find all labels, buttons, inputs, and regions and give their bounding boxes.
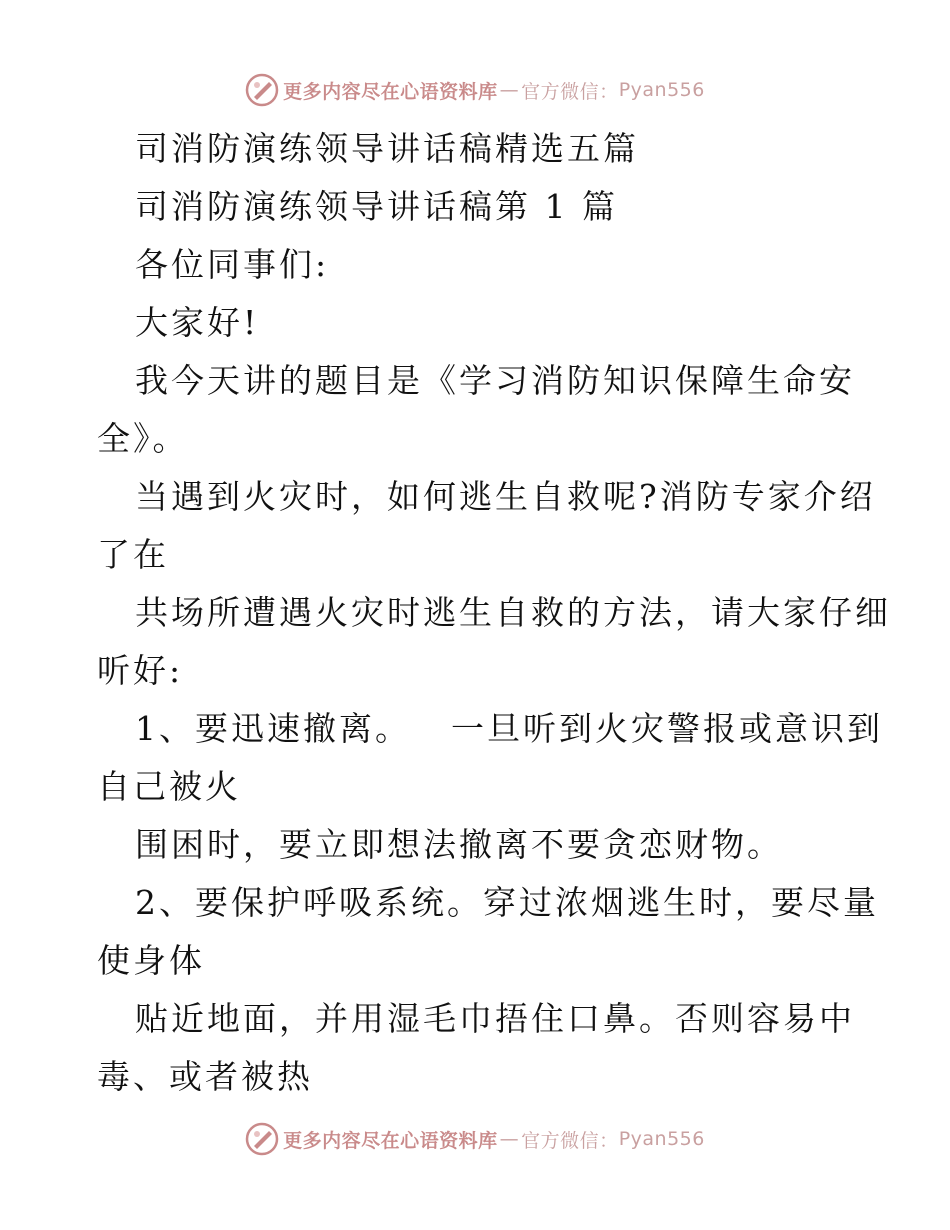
list-item-heading: 1、要迅速撤离。 bbox=[135, 709, 411, 748]
salutation: 各位同事们: bbox=[135, 245, 330, 284]
paragraph-line: 我今天讲的题目是《学习消防知识保障生命安 bbox=[135, 361, 855, 400]
paragraph-line: 了在 bbox=[97, 535, 169, 574]
paragraph-line: 使身体 bbox=[97, 941, 205, 980]
paragraph-line: 自己被火 bbox=[97, 767, 241, 806]
paragraph-line: 共场所遭遇火灾时逃生自救的方法，请大家仔细 bbox=[135, 593, 891, 632]
brand-logo-icon bbox=[245, 73, 279, 107]
document-body bbox=[97, 120, 897, 1106]
watermark-sub-text: 官方微信： bbox=[521, 80, 619, 103]
list-item-text: 一旦听到火灾警报或意识到 bbox=[451, 709, 883, 748]
watermark-account: Pyan556 bbox=[618, 79, 705, 101]
document-title: 司消防演练领导讲话稿精选五篇 bbox=[135, 129, 639, 168]
watermark-dash: — bbox=[499, 1128, 520, 1150]
watermark-account: Pyan556 bbox=[618, 1128, 705, 1150]
watermark-main-text: 更多内容尽在心语资料库 bbox=[283, 1129, 498, 1152]
paragraph-line: 当遇到火灾时，如何逃生自救呢?消防专家介绍 bbox=[135, 477, 876, 516]
watermark-main-text: 更多内容尽在心语资料库 bbox=[283, 80, 498, 103]
section-heading: 司消防演练领导讲话稿第 1 篇 bbox=[135, 187, 618, 226]
paragraph-line: 听好: bbox=[97, 651, 184, 690]
paragraph-line: 2、要保护呼吸系统。穿过浓烟逃生时，要尽量 bbox=[135, 883, 879, 922]
watermark-header bbox=[0, 73, 950, 107]
paragraph-line: 全》。 bbox=[97, 419, 189, 458]
watermark-footer bbox=[0, 1122, 950, 1156]
paragraph-line: 贴近地面，并用湿毛巾捂住口鼻。否则容易中 bbox=[135, 999, 855, 1038]
watermark-dash: — bbox=[499, 79, 520, 101]
watermark-sub-text: 官方微信： bbox=[521, 1129, 619, 1152]
paragraph-line: 围困时，要立即想法撤离不要贪恋财物。 bbox=[135, 825, 783, 864]
paragraph-line: 毒、或者被热 bbox=[97, 1057, 313, 1096]
paragraph-line bbox=[97, 700, 897, 758]
brand-logo-icon bbox=[245, 1122, 279, 1156]
greeting: 大家好! bbox=[135, 303, 260, 342]
